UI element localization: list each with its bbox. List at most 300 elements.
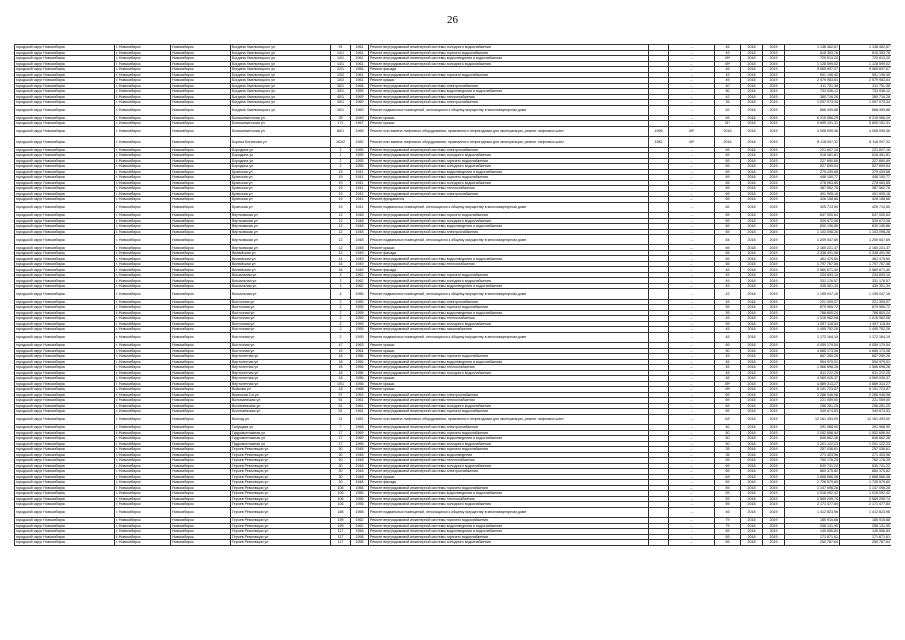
cell-street: Богдана Хмельницкого ул [231,105,331,115]
cell-year: 1962 [351,283,369,289]
cell-period-to: 2019 [763,436,785,442]
cell-district: Новосибирск [171,534,231,540]
cell-district: Новосибирск [171,229,231,235]
cell-locality: г. Новосибирск [115,381,171,387]
cell-work-type: Ремонт внутридомовой инженерной системы холодного водоснабжения [369,61,649,67]
cell-extra: – [669,89,715,95]
cell-municipality: городской округ Новосибирск [15,115,115,121]
cell-wear: 35 [715,100,741,106]
cell-locality: г. Новосибирск [115,430,171,436]
cell-period-to: 2019 [763,283,785,289]
cell-year: 1948 [351,458,369,464]
cell-street: Большевистская ул [231,126,331,136]
cell-extra: – [669,218,715,224]
cell-house: 7 [331,425,351,431]
cell-total: 1 495 752,28 [840,327,892,333]
cell-municipality: городской округ Новосибирск [15,83,115,89]
cell-cost: 811 212,25 [785,370,840,376]
cell-house: 2 [331,316,351,322]
cell-work-type: Ремонт или замена лифтового оборудования, признанного непригодным для эксплуатации, ремонт лифтовых шахт [369,137,649,147]
cell-total: 1 201 122,23 [840,441,892,447]
cell-house: 2 [331,332,351,342]
cell-street: Воинская 2-я ул [231,392,331,398]
cell-locality: г. Новосибирск [115,332,171,342]
cell-house: 2 [331,164,351,170]
cell-locality: г. Новосибирск [115,164,171,170]
cell-year: 1956 [351,381,369,387]
cell-work-type: Ремонт внутридомовой инженерной системы горячего водоснабжения [369,158,649,164]
cell-extra: – [669,289,715,299]
cell-wear: 50 [715,89,741,95]
cell-period-to: 2019 [763,115,785,121]
cell-street: Вертковская ул [231,245,331,251]
register-table [14,44,891,546]
cell-cost: 1 138 462,67 [785,45,840,51]
cell-extra: – [669,305,715,311]
cell-period-from: 2018 [741,458,763,464]
cell-cost: 615 353,76 [785,50,840,56]
cell-municipality: городской округ Новосибирск [15,283,115,289]
cell-district: Новосибирск [171,398,231,404]
cell-period-from: 2018 [741,229,763,235]
cell-municipality: городской округ Новосибирск [15,218,115,224]
cell-locality: г. Новосибирск [115,398,171,404]
cell-period-from: 2018 [741,310,763,316]
cell-period-from: 2018 [741,316,763,322]
cell-period-from: 2018 [741,502,763,508]
cell-district: Новосибирск [171,289,231,299]
cell-period-to: 2019 [763,100,785,106]
cell-house: 40/1 [331,94,351,100]
cell-wear: 50 [715,441,741,447]
cell-period-to: 2019 [763,534,785,540]
cell-district: Новосибирск [171,502,231,508]
cell-period-to: 2019 [763,67,785,73]
cell-wear: 59 [715,305,741,311]
cell-total: 227 890,89 [840,158,892,164]
cell-period-from: 2018 [741,409,763,415]
cell-cost: 185 915,88 [785,518,840,524]
cell-municipality: городской округ Новосибирск [15,534,115,540]
cell-total: 221 309,07 [840,299,892,305]
cell-extra: – [669,256,715,262]
cell-wear: 69 [715,213,741,219]
cell-period-from: 2018 [741,158,763,164]
cell-locality: г. Новосибирск [115,202,171,212]
cell-district: Новосибирск [171,370,231,376]
cell-period-from: 2018 [741,121,763,127]
cell-total: 5 895 191,31 [840,121,892,127]
cell-cost: 518 481,81 [785,153,840,159]
cell-period-from: 2018 [741,261,763,267]
cell-district: Новосибирск [171,213,231,219]
cell-period-to: 2019 [763,480,785,486]
cell-municipality: городской округ Новосибирск [15,392,115,398]
cell-extra: – [669,105,715,115]
cell-year: 1941 [351,169,369,175]
cell-locality: г. Новосибирск [115,463,171,469]
cell-district: Новосибирск [171,202,231,212]
cell-municipality: городской округ Новосибирск [15,158,115,164]
cell-period-to: 2019 [763,463,785,469]
cell-cost: 234 693,10 [785,272,840,278]
cell-period-to: 2019 [763,425,785,431]
cell-work-type: Ремонт крыши [369,245,649,251]
cell-cost: 860 375,82 [785,469,840,475]
cell-work-type: Ремонт внутридомовой инженерной системы горячего водоснабжения [369,175,649,181]
cell-house: 188 [331,507,351,517]
cell-street: Вертолетная ул [231,370,331,376]
cell-period-to: 2019 [763,343,785,349]
cell-district: Новосибирск [171,480,231,486]
cell-district: Новосибирск [171,491,231,497]
cell-locality: г. Новосибирск [115,441,171,447]
cell-work-type: Ремонт внутридомовой инженерной системы теплоснабжения [369,398,649,404]
cell-extra: – [669,441,715,447]
cell-period-to: 2019 [763,507,785,517]
cell-district: Новосибирск [171,45,231,51]
cell-locality: г. Новосибирск [115,354,171,360]
cell-extra: – [669,365,715,371]
cell-year: 1941 [351,175,369,181]
cell-year: 1982 [351,137,369,147]
cell-street: Восточная ул [231,310,331,316]
cell-street: Гидромонтажная ул [231,441,331,447]
cell-wear: 69 [715,534,741,540]
cell-period-to: 2019 [763,409,785,415]
cell-work-type: Ремонт подвальных помещений, относящихся к общему имуществу в многоквартирном доме [369,289,649,299]
cell-period-to: 2019 [763,321,785,327]
cell-district: Новосибирск [171,348,231,354]
cell-area [649,289,669,299]
cell-cost: 1 052 656,94 [785,430,840,436]
cell-work-type: Ремонт внутридомовой инженерной системы холодного водоснабжения [369,278,649,284]
cell-cost: 591 196,40 [785,72,840,78]
cell-cost: 12 161 493,00 [785,414,840,424]
cell-period-from: 2018 [741,191,763,197]
cell-cost: 830 196,86 [785,224,840,230]
cell-wear: 69 [715,256,741,262]
cell-work-type: Ремонт внутридомовой инженерной системы горячего водоснабжения [369,534,649,540]
cell-period-to: 2019 [763,256,785,262]
cell-work-type: Ремонт внутридомовой инженерной системы водоотведения и водоснабжения [369,256,649,262]
cell-year: 1962 [351,272,369,278]
cell-locality: г. Новосибирск [115,370,171,376]
cell-cost: 6 191 723,87 [785,387,840,393]
cell-period-from: 2018 [741,115,763,121]
cell-district: Новосибирск [171,186,231,192]
cell-year: 1948 [351,229,369,235]
cell-period-from: 2018 [741,245,763,251]
cell-municipality: городской округ Новосибирск [15,305,115,311]
cell-period-to: 2019 [763,441,785,447]
cell-municipality: городской округ Новосибирск [15,365,115,371]
cell-street: Вилюйская ул [231,261,331,267]
cell-period-to: 2019 [763,121,785,127]
cell-house: 30 [331,458,351,464]
cell-period-to: 2019 [763,180,785,186]
cell-cost: 1 566 698,28 [785,365,840,371]
cell-total: 615 353,76 [840,50,892,56]
cell-year: 1969 [351,436,369,442]
cell-street: Героев Революции ул [231,469,331,475]
cell-district: Новосибирск [171,403,231,409]
cell-cost: 171 671,61 [785,534,840,540]
cell-total: 591 196,40 [840,72,892,78]
cell-house: 12 [331,245,351,251]
cell-work-type: Ремонт внутридомовой инженерной системы теплоснабжения [369,316,649,322]
cell-period-to: 2019 [763,250,785,256]
cell-cost: 527 699,54 [785,164,840,170]
cell-extra: – [669,164,715,170]
cell-locality: г. Новосибирск [115,94,171,100]
cell-total: 279 439,68 [840,169,892,175]
cell-house: 12 [331,213,351,219]
cell-extra: – [669,224,715,230]
cell-house: 17 [331,430,351,436]
cell-cost: 291 968,90 [785,425,840,431]
cell-total: 1 566 698,28 [840,365,892,371]
cell-cost: 271 403,96 [785,452,840,458]
cell-municipality: городской округ Новосибирск [15,67,115,73]
cell-wear: 59 [715,496,741,502]
cell-house: 17 [331,436,351,442]
cell-street: Героев Революции ул [231,480,331,486]
cell-street: Восточная ул [231,348,331,354]
cell-period-from: 2018 [741,235,763,245]
cell-locality: г. Новосибирск [115,480,171,486]
cell-total: 1 138 462,67 [840,45,892,51]
cell-period-from: 2018 [741,387,763,393]
cell-district: Новосибирск [171,94,231,100]
cell-municipality: городской округ Новосибирск [15,261,115,267]
cell-district: Новосибирск [171,425,231,431]
cell-district: Новосибирск [171,175,231,181]
cell-period-to: 2019 [763,158,785,164]
cell-cost: 5 895 191,31 [785,121,840,127]
cell-period-from: 2018 [741,213,763,219]
cell-total: 1 172 164,19 [840,332,892,342]
cell-house: 57 [331,392,351,398]
table-row [15,289,892,299]
cell-wear: 69 [715,218,741,224]
cell-total: 2 171 477,84 [840,502,892,508]
cell-house: 2 [331,310,351,316]
cell-year: 1949 [351,115,369,121]
cell-total: 1 797 767,58 [840,261,892,267]
cell-wear: 65 [715,261,741,267]
cell-cost: 733 936,12 [785,89,840,95]
cell-work-type: Ремонт фундамента [369,197,649,203]
cell-street: Большевистская ул [231,121,331,127]
cell-total: 401 905,16 [840,191,892,197]
cell-street: Брянская ул [231,191,331,197]
cell-work-type: Ремонт подвальных помещений, относящихся к общему имуществу в многоквартирном доме [369,507,649,517]
cell-period-to: 2019 [763,354,785,360]
cell-locality: г. Новосибирск [115,229,171,235]
cell-extra: – [669,202,715,212]
cell-total: 1 726 579,60 [840,480,892,486]
cell-locality: г. Новосибирск [115,523,171,529]
table-row [15,202,892,212]
cell-municipality: городской округ Новосибирск [15,45,115,51]
cell-cost: 539 672,08 [785,218,840,224]
cell-extra: – [669,299,715,305]
cell-year: 1955 [351,158,369,164]
cell-district: Новосибирск [171,327,231,333]
cell-extra: – [669,83,715,89]
cell-municipality: городской округ Новосибирск [15,469,115,475]
cell-street: Бородина ул [231,164,331,170]
cell-street: Богдана Хмельницкого ул [231,56,331,62]
cell-wear: 49 [715,272,741,278]
cell-locality: г. Новосибирск [115,100,171,106]
page-number: 26 [447,14,458,26]
cell-extra: – [669,153,715,159]
cell-year: 1949 [351,256,369,262]
cell-year: 1956 [351,370,369,376]
cell-extra: – [669,496,715,502]
cell-house: 19/1 [331,381,351,387]
cell-year: 1948 [351,480,369,486]
cell-cost: 145 556,84 [785,529,840,535]
cell-extra: – [669,430,715,436]
cell-period-to: 2019 [763,261,785,267]
cell-period-to: 2019 [763,359,785,365]
cell-locality: г. Новосибирск [115,409,171,415]
cell-cost: 279 439,68 [785,169,840,175]
cell-house: 14 [331,256,351,262]
cell-wear: 45 [715,327,741,333]
cell-locality: г. Новосибирск [115,425,171,431]
cell-area [649,540,669,546]
cell-period-from: 2018 [741,441,763,447]
cell-work-type: Ремонт фасада [369,250,649,256]
cell-municipality: городской округ Новосибирск [15,523,115,529]
cell-year: 1969 [351,94,369,100]
cell-year: 1948 [351,245,369,251]
cell-wear: 65 [715,250,741,256]
cell-extra: – [669,348,715,354]
cell-district: Новосибирск [171,496,231,502]
cell-work-type: Ремонт внутридомовой инженерной системы теплоснабжения [369,458,649,464]
cell-work-type: Ремонт крыши [369,343,649,349]
cell-cost: 256 131,95 [785,523,840,529]
cell-total: 185 915,88 [840,518,892,524]
cell-extra: – [669,387,715,393]
cell-total: 171 671,61 [840,534,892,540]
cell-locality: г. Новосибирск [115,235,171,245]
cell-district: Новосибирск [171,105,231,115]
cell-street: Вокзальная ул [231,278,331,284]
cell-period-from: 2018 [741,463,763,469]
cell-municipality: городской округ Новосибирск [15,278,115,284]
cell-period-from: 2018 [741,381,763,387]
cell-total: 2 286 946,58 [840,392,892,398]
cell-municipality: городской округ Новосибирск [15,409,115,415]
cell-total: 846 662,38 [840,436,892,442]
cell-municipality: городской округ Новосибирск [15,359,115,365]
cell-wear: 69 [715,224,741,230]
cell-cost: 1 016 962,08 [785,316,840,322]
cell-period-to: 2019 [763,213,785,219]
cell-period-to: 2019 [763,126,785,136]
cell-locality: г. Новосибирск [115,115,171,121]
cell-locality: г. Новосибирск [115,186,171,192]
cell-year: 1955 [351,147,369,153]
cell-total: 380 716,26 [840,94,892,100]
cell-total: 234 693,10 [840,272,892,278]
cell-year: 1969 [351,441,369,447]
cell-municipality: городской округ Новосибирск [15,343,115,349]
cell-wear: 69 [715,180,741,186]
cell-cost: 1 018 092,42 [785,491,840,497]
cell-work-type: Ремонт внутридомовой инженерной системы теплоснабжения [369,94,649,100]
cell-period-from: 2018 [741,327,763,333]
cell-district: Новосибирск [171,164,231,170]
cell-extra: – [669,343,715,349]
cell-municipality: городской округ Новосибирск [15,164,115,170]
cell-period-to: 2019 [763,245,785,251]
cell-district: Новосибирск [171,250,231,256]
cell-district: Новосибирск [171,316,231,322]
cell-municipality: городской округ Новосибирск [15,502,115,508]
cell-work-type: Ремонт подвальных помещений, относящихся к общему имуществу в многоквартирном доме [369,202,649,212]
cell-locality: г. Новосибирск [115,305,171,311]
cell-period-from: 2018 [741,376,763,382]
cell-district: Новосибирск [171,224,231,230]
cell-period-from: 2018 [741,83,763,89]
cell-cost: 349 674,53 [785,409,840,415]
cell-district: Новосибирск [171,409,231,415]
cell-municipality: городской округ Новосибирск [15,78,115,84]
cell-street: Войкова ул [231,387,331,393]
cell-locality: г. Новосибирск [115,250,171,256]
cell-house: 199 [331,523,351,529]
cell-district: Новосибирск [171,50,231,56]
cell-period-from: 2018 [741,67,763,73]
cell-work-type: Ремонт крыши [369,474,649,480]
cell-district: Новосибирск [171,83,231,89]
cell-period-to: 2019 [763,414,785,424]
cell-year: 1956 [351,491,369,497]
cell-wear: 2016 [715,126,741,136]
cell-total: 1 128 599,02 [840,61,892,67]
cell-extra: – [669,175,715,181]
cell-locality: г. Новосибирск [115,191,171,197]
cell-district: Новосибирск [171,72,231,78]
cell-extra: – [669,147,715,153]
cell-work-type: Ремонт внутридомовой инженерной системы водоотведения и водоснабжения [369,89,649,95]
cell-work-type: Ремонт внутридомовой инженерной системы теплоснабжения [369,261,649,267]
cell-cost: 2 286 946,58 [785,392,840,398]
cell-extra: – [669,72,715,78]
cell-house: 3 [331,272,351,278]
cell-house: 19 [331,186,351,192]
cell-wear: 45 [715,354,741,360]
cell-district: Новосибирск [171,126,231,136]
cell-municipality: городской округ Новосибирск [15,147,115,153]
cell-municipality: городской округ Новосибирск [15,180,115,186]
cell-house: 51 [331,403,351,409]
cell-cost: 1 495 752,28 [785,327,840,333]
cell-house: 18 [331,359,351,365]
cell-locality: г. Новосибирск [115,72,171,78]
cell-work-type: Ремонт внутридомовой инженерной системы электроснабжения [369,229,649,235]
cell-district: Новосибирск [171,529,231,535]
cell-extra: – [669,403,715,409]
cell-period-from: 2018 [741,267,763,273]
